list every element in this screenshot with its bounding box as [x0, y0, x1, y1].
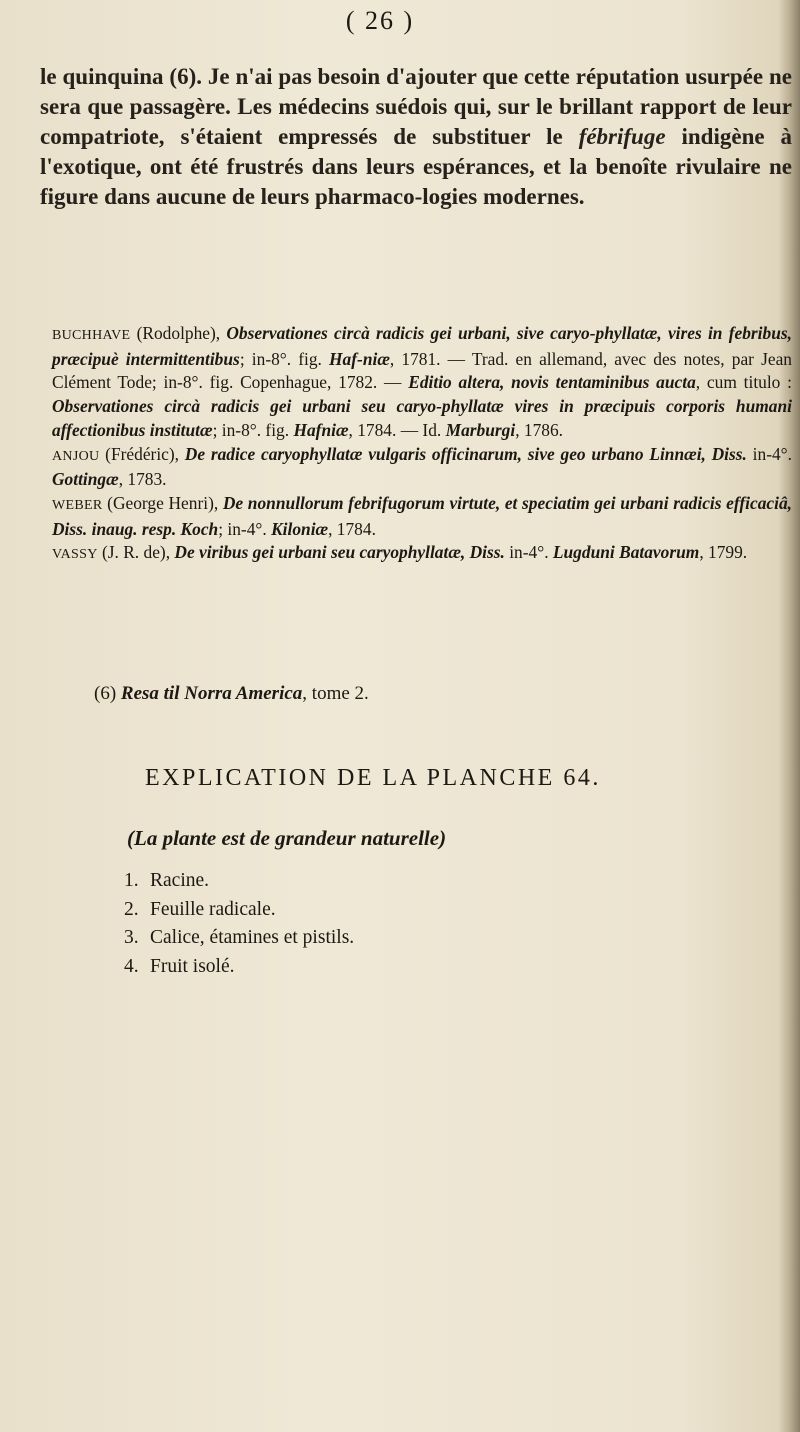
entry-text: , 1784. [328, 518, 376, 539]
work-title: De nonnullorum febrifugorum virtute, et speciatim gei urbani radicis efficaciâ, Diss. inaug. resp. Koch [52, 492, 793, 539]
footnote-title: Resa til Norra America [120, 683, 303, 704]
entry-text: ; in-4°. [218, 518, 272, 539]
paragraph-text [40, 62, 792, 212]
work-title: Haf-niæ [329, 348, 390, 369]
footnote-marker: (6) [94, 683, 121, 704]
work-title: Observationes circà radicis gei urbani, sive caryo-phyllatæ, vires in febribus, præcipuè intermittentibus [52, 323, 792, 369]
legend-number: 4. [124, 955, 139, 977]
work-title: De radice caryophyllatæ vulgaris officinarum, sive geo urbano Linnæi, Diss. [184, 443, 747, 464]
entry-text: ; in-8°. fig. [239, 348, 330, 369]
legend-number: 2. [124, 898, 139, 920]
entry-text: (Frédéric), [99, 443, 185, 464]
paragraph-italic: fébrifuge [578, 124, 666, 149]
entry-text: , cum titulo : [695, 372, 792, 393]
legend-label: Fruit isolé. [150, 955, 235, 977]
entry-text: , 1781. — Trad. en allemand, avec des notes, par Jean Clément Tode; in-8°. fig. Copenhague, 1782. — [52, 348, 792, 393]
entry-text: , 1784. — Id. [348, 419, 446, 440]
entry-text: in-4°. [504, 542, 553, 563]
footnote [94, 683, 369, 705]
entry-text: ; in-8°. fig. [212, 419, 294, 440]
work-title: Hafniæ [293, 419, 349, 440]
author-name: ANJOU [52, 448, 100, 464]
work-title: Kiloniæ [271, 518, 329, 539]
bibliography-entry [52, 322, 792, 443]
author-name: WEBER [52, 497, 103, 513]
paragraph-run: indigène à l'exotique, ont été frustrés dans leurs espérances, et la benoîte rivulaire ne figure dans aucune de leurs pharmaco-logies modernes. [40, 124, 792, 209]
work-title: Editio altera, novis tentaminibus aucta [408, 372, 696, 393]
legend-item [124, 896, 354, 925]
entry-text: (George Henri), [102, 492, 223, 513]
entry-text: (Rodolphe), [130, 323, 227, 343]
entry-text: , 1783. [118, 469, 167, 490]
plate-subtitle: (La plante est de grandeur naturelle) [127, 826, 447, 850]
bibliography [52, 322, 792, 567]
paragraph-run: le quinquina (6). Je n'ai pas besoin d'ajouter que cette réputation usurpée ne sera que passagère. Les médecins suédois qui, sur le brillant rapport de leur compatriote, s'étaient empressés de substituer le [40, 64, 792, 149]
work-title: Observationes circà radicis gei urbani seu caryo-phyllatæ vires in præcipuis corporis humani affectionibus institutæ [52, 396, 792, 440]
legend-item [124, 924, 354, 953]
work-title: Marburgi [445, 419, 516, 440]
entry-text: (J. R. de), [97, 542, 175, 563]
entry-text: in-4°. [746, 443, 792, 464]
entry-text: , 1799. [699, 542, 748, 563]
main-paragraph [40, 62, 792, 212]
legend-label: Feuille radicale. [150, 898, 276, 920]
legend-item [124, 953, 354, 982]
legend-label: Racine. [150, 870, 210, 891]
page-number: ( 26 ) [345, 6, 415, 35]
bibliography-entry [52, 443, 792, 492]
work-title: Lugduni Batavorum [552, 542, 700, 563]
legend-number: 3. [124, 927, 139, 948]
legend-label: Calice, étamines et pistils. [150, 927, 355, 948]
author-name: BUCHHAVE [52, 328, 131, 343]
entry-text: , 1786. [515, 419, 564, 440]
author-name: VASSY [52, 547, 98, 563]
page-edge [778, 0, 800, 1432]
plate-legend [124, 867, 354, 981]
plate-title: EXPLICATION DE LA PLANCHE 64. [145, 765, 601, 791]
work-title: De viribus gei urbani seu caryophyllatæ, Diss. [174, 542, 505, 563]
bibliography-entry [52, 541, 792, 567]
bibliography-entry [52, 492, 792, 541]
footnote-rest: , tome 2. [302, 683, 369, 704]
legend-item [124, 867, 354, 896]
work-title: Gottingæ [52, 469, 119, 490]
legend-number: 1. [124, 870, 139, 891]
